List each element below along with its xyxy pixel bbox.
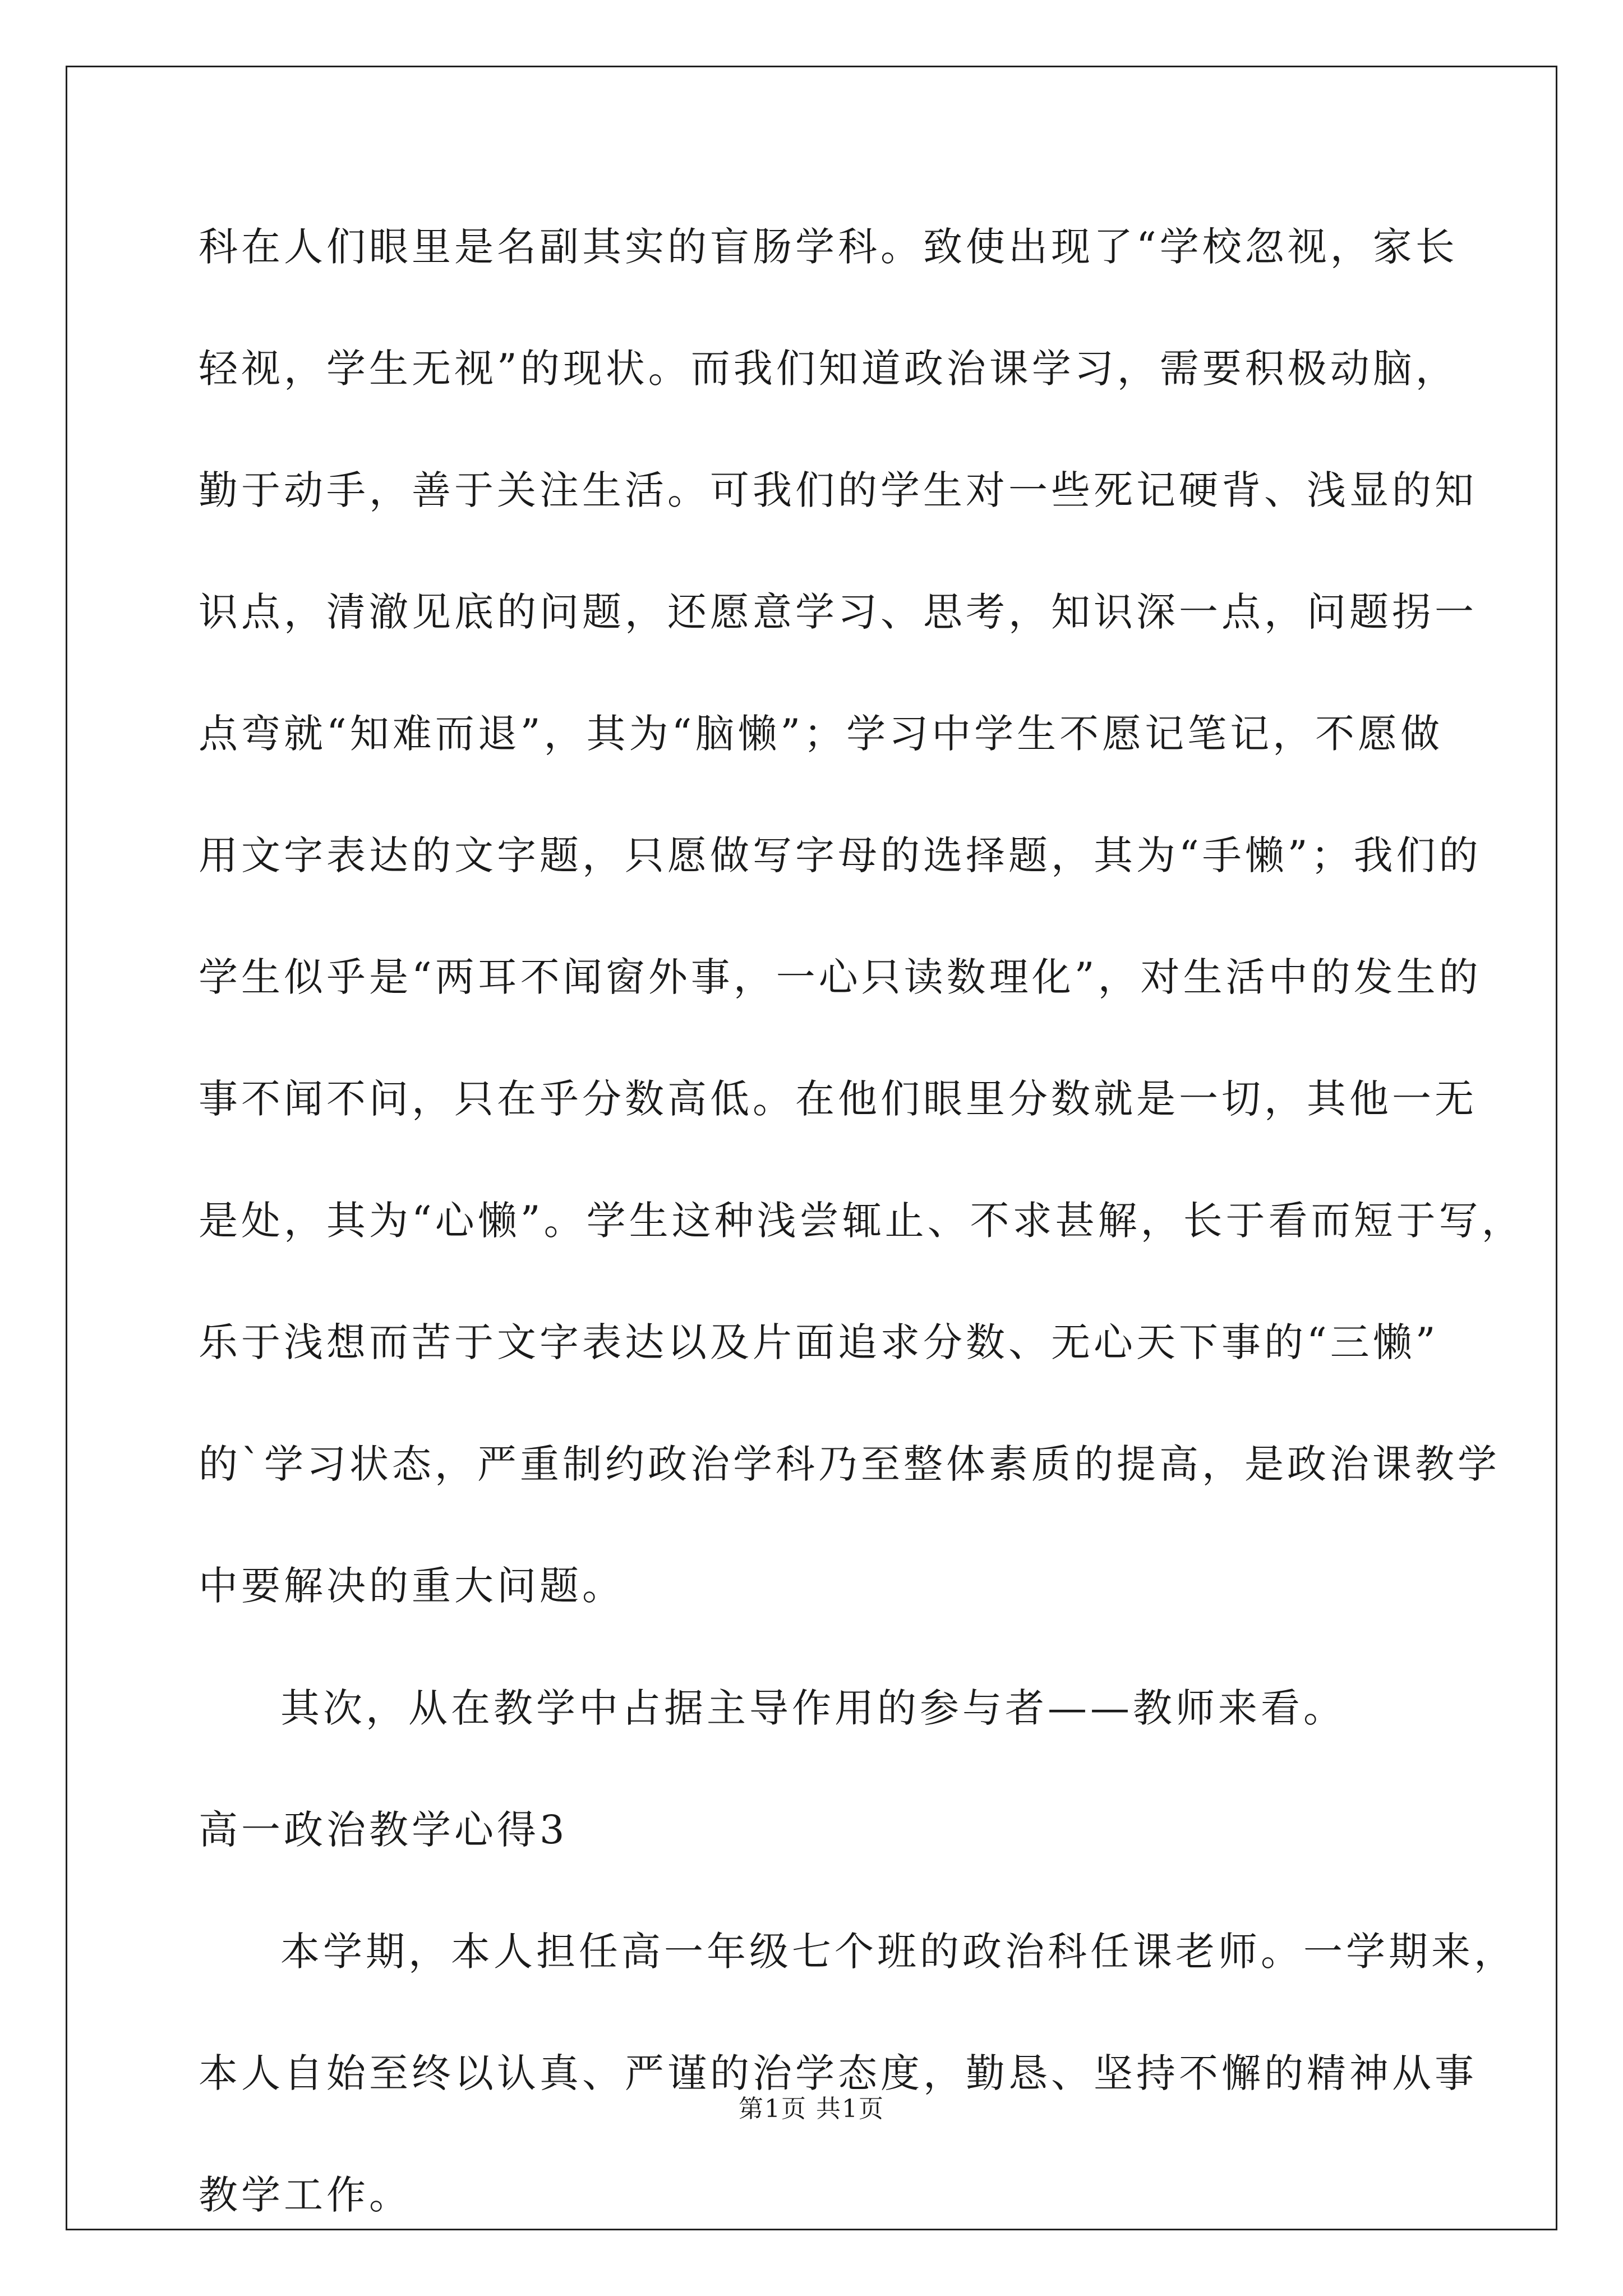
text-line: 的`学习状态，严重制约政治学科乃至整体素质的提高，是政治课教学 [199,1441,1500,1487]
text-line: 是处，其为“心懒”。学生这种浅尝辄止、不求甚解，长于看而短于写， [199,1198,1524,1244]
text-line: 中要解决的重大问题。 [199,1563,625,1609]
text-line: 学生似乎是“两耳不闻窗外事，一心只读数理化”，对生活中的发生的 [199,954,1482,1000]
text-line: 点弯就“知难而退”，其为“脑懒”；学习中学生不愿记笔记，不愿做 [199,711,1444,757]
text-line: 勤于动手，善于关注生活。可我们的学生对一些死记硬背、浅显的知 [199,467,1477,513]
text-line: 科在人们眼里是名副其实的盲肠学科。致使出现了“学校忽视，家长 [199,224,1458,270]
text-line: 识点，清澈见底的问题，还愿意学习、思考，知识深一点，问题拐一 [199,589,1477,635]
text-line: 教学工作。 [199,2172,412,2218]
page-number-footer: 第1页 共1页 [739,2095,884,2123]
text-line: 事不闻不问，只在乎分数高低。在他们眼里分数就是一切，其他一无 [199,1076,1477,1122]
text-line: 乐于浅想而苦于文字表达以及片面追求分数、无心天下事的“三懒” [199,1319,1439,1365]
text-line: 本人自始至终以认真、严谨的治学态度，勤恳、坚持不懈的精神从事 [199,2050,1477,2096]
section-heading: 高一政治教学心得3 [199,1807,568,1853]
text-line: 用文字表达的文字题，只愿做写字母的选择题，其为“手懒”；我们的 [199,832,1482,878]
paragraph-start-line: 本学期，本人担任高一年级七个班的政治科任课老师。一学期来， [280,1929,1516,1975]
text-line: 轻视，学生无视”的现状。而我们知道政治课学习，需要积极动脑， [199,346,1458,392]
paragraph-start-line: 其次，从在教学中占据主导作用的参与者——教师来看。 [280,1685,1346,1731]
